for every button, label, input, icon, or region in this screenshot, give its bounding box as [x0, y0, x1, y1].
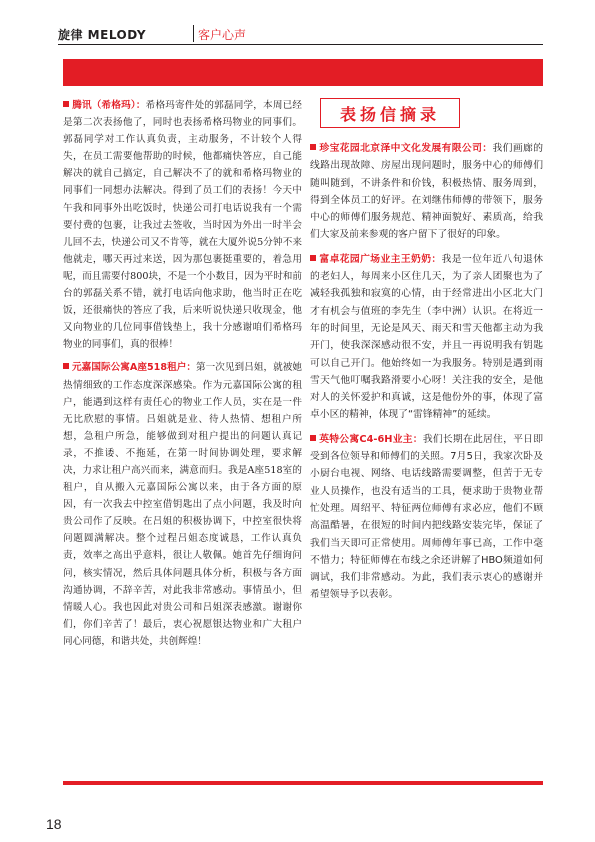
square-bullet-icon [63, 101, 69, 107]
letter-body: 我们长期在此居住，平日即受到各位领导和师傅们的关照。7月5日，我家次卧及小厨台电视、网络、电话线路需要调整，但苦于无专业人员操作，也没有适当的工具，便求助于贵物业帮忙处理。周绍平、特征两位师傅有求必应，他们不顾高温酷暑，在很短的时间内把线路安装完毕，保证了我们当天即可正常使用。周师傅年事已高，工作中毫不惜力；特征师傅在布线之余还讲解了HBO频道如何调试，我们非常感动。为此，我们表示衷心的感谢并希望领导予以表彰。 [310, 433, 543, 601]
page-number: 18 [46, 816, 62, 832]
letter-body: 希格玛寄件处的郭磊同学，本周已经是第二次表扬他了，同时也表扬希格玛物业的同事们。郭磊同学对工作认真负责，主动服务，不计较个人得失，在员工需要他帮助的时候，他都痛快答应，自己能解决的就自己搞定，自己解决不了的就和希格玛物业的同事们一同想办法解决。得到了员工们的表扬！今天中午我和同事外出吃饭时，快递公司打电话说我有一个需要付费的包裹，让我过去签收，当时因为外出一时半会儿回不去，快递公司又不肯等，就在大厦外说5分钟不来他就走，哪天再过来送，因为那包裹挺重要的，着急用呢，而且需要付800块，不是一个小数目，因为平时和前台的郭磊关系不错，就打电话向他求助，他当时正在吃饭，还很痛快的答应了我，后来听说快递只收现金，他又向物业的几位同事借钱垫上，我十分感谢咱们希格玛物业的同事们，真的很棒！ [63, 100, 302, 351]
letter-body: 我是一位年近八旬退休的老妇人，每周来小区住几天，为了亲人团聚也为了减轻我孤独和寂寞的心情，由于经常进出小区北大门才有机会与值班的李先生（李中洲）认识。在将近一年的时间里，无论是风天、雨天和雪天他都主动为我开门，使我深深感动很不安，并且一再说明我有钥匙可以自己开门。他始终如一为我服务。特别是遇到雨雪天气他叮嘱我路滑要小心呀！关注我的安全，是他对人的关怀爱护和真诚，这是他份外的事，体现了富卓小区的精神，体现了“雷锋精神”的延续。 [310, 253, 544, 421]
banner-band [63, 59, 543, 86]
page-header [58, 24, 543, 44]
letter-entry [310, 140, 543, 244]
letter-entry [63, 97, 302, 353]
letter-entry [310, 251, 543, 424]
right-column [310, 140, 543, 604]
letter-body: 我们画廊的线路出现故障、房屋出现问题时，服务中心的师傅们随叫随到，不讲条件和价钱，积极热情、服务周到，得到全体员工的好评。在刘继伟师傅的带领下，服务中心的师傅们服务规范、精神面貌好、素质高，给我们大家及前来参观的客户留下了很好的印象。 [310, 143, 544, 241]
letter-entry [63, 359, 302, 650]
square-bullet-icon [310, 144, 316, 150]
letter-author: 腾讯（希格玛）： [72, 100, 146, 111]
section-title: 表扬信摘录 [339, 104, 440, 124]
letter-author: 英特公寓C4-6H业主： [319, 433, 423, 445]
letter-author: 珍宝花园北京泽中文化发展有限公司： [319, 143, 493, 154]
letter-body: 第一次见到吕姐，就被她热情细致的工作态度深深感染。作为元嘉国际公寓的租户，能遇到这样有责任心的物业工作人员，实在是一件无比欣慰的事情。吕姐就是业、待人热情、想租户所想，急租户所急，能够做到对租户提出的问题认真记录，不推诿、不拖延，在第一时间协调处理，要求解决，力求让租户高兴而来，满意而归。我是A座518室的租户，自从搬入元嘉国际公寓以来，由于各方面的原因，有一次我去中控室借钥匙出了点小问题，我及时向贵公司作了反映。在吕姐的积极协调下，中控室很快将问题圆满解决。整个过程吕姐态度诚恳，工作认真负责，效率之高出乎意料，很让人敬佩。她首先仔细询问问，核实情况，然后具体问题具体分析，积极与各方面沟通协调，不辞辛苦，对此我非常感动。事情虽小，但情暖人心。我也因此对贵公司和吕姐深表感激。谢谢你们，你们辛苦了！最后，衷心祝愿银达物业和广大租户同心同德，和谐共处，共创辉煌！ [63, 362, 302, 647]
letter-author: 富卓花园广场业主王奶奶： [319, 253, 442, 265]
left-column [63, 97, 302, 650]
section-title-box [320, 98, 460, 128]
square-bullet-icon [310, 435, 316, 441]
section-name: 客户心声 [198, 28, 247, 42]
letter-entry [310, 431, 543, 604]
square-bullet-icon [310, 255, 316, 261]
letter-author: 元嘉国际公寓A座518租户： [72, 362, 196, 374]
header-divider [193, 25, 194, 42]
square-bullet-icon [63, 363, 69, 369]
magazine-name: 旋律 MELODY [58, 28, 147, 42]
header-rule [58, 44, 543, 45]
footer-rule [63, 781, 543, 785]
